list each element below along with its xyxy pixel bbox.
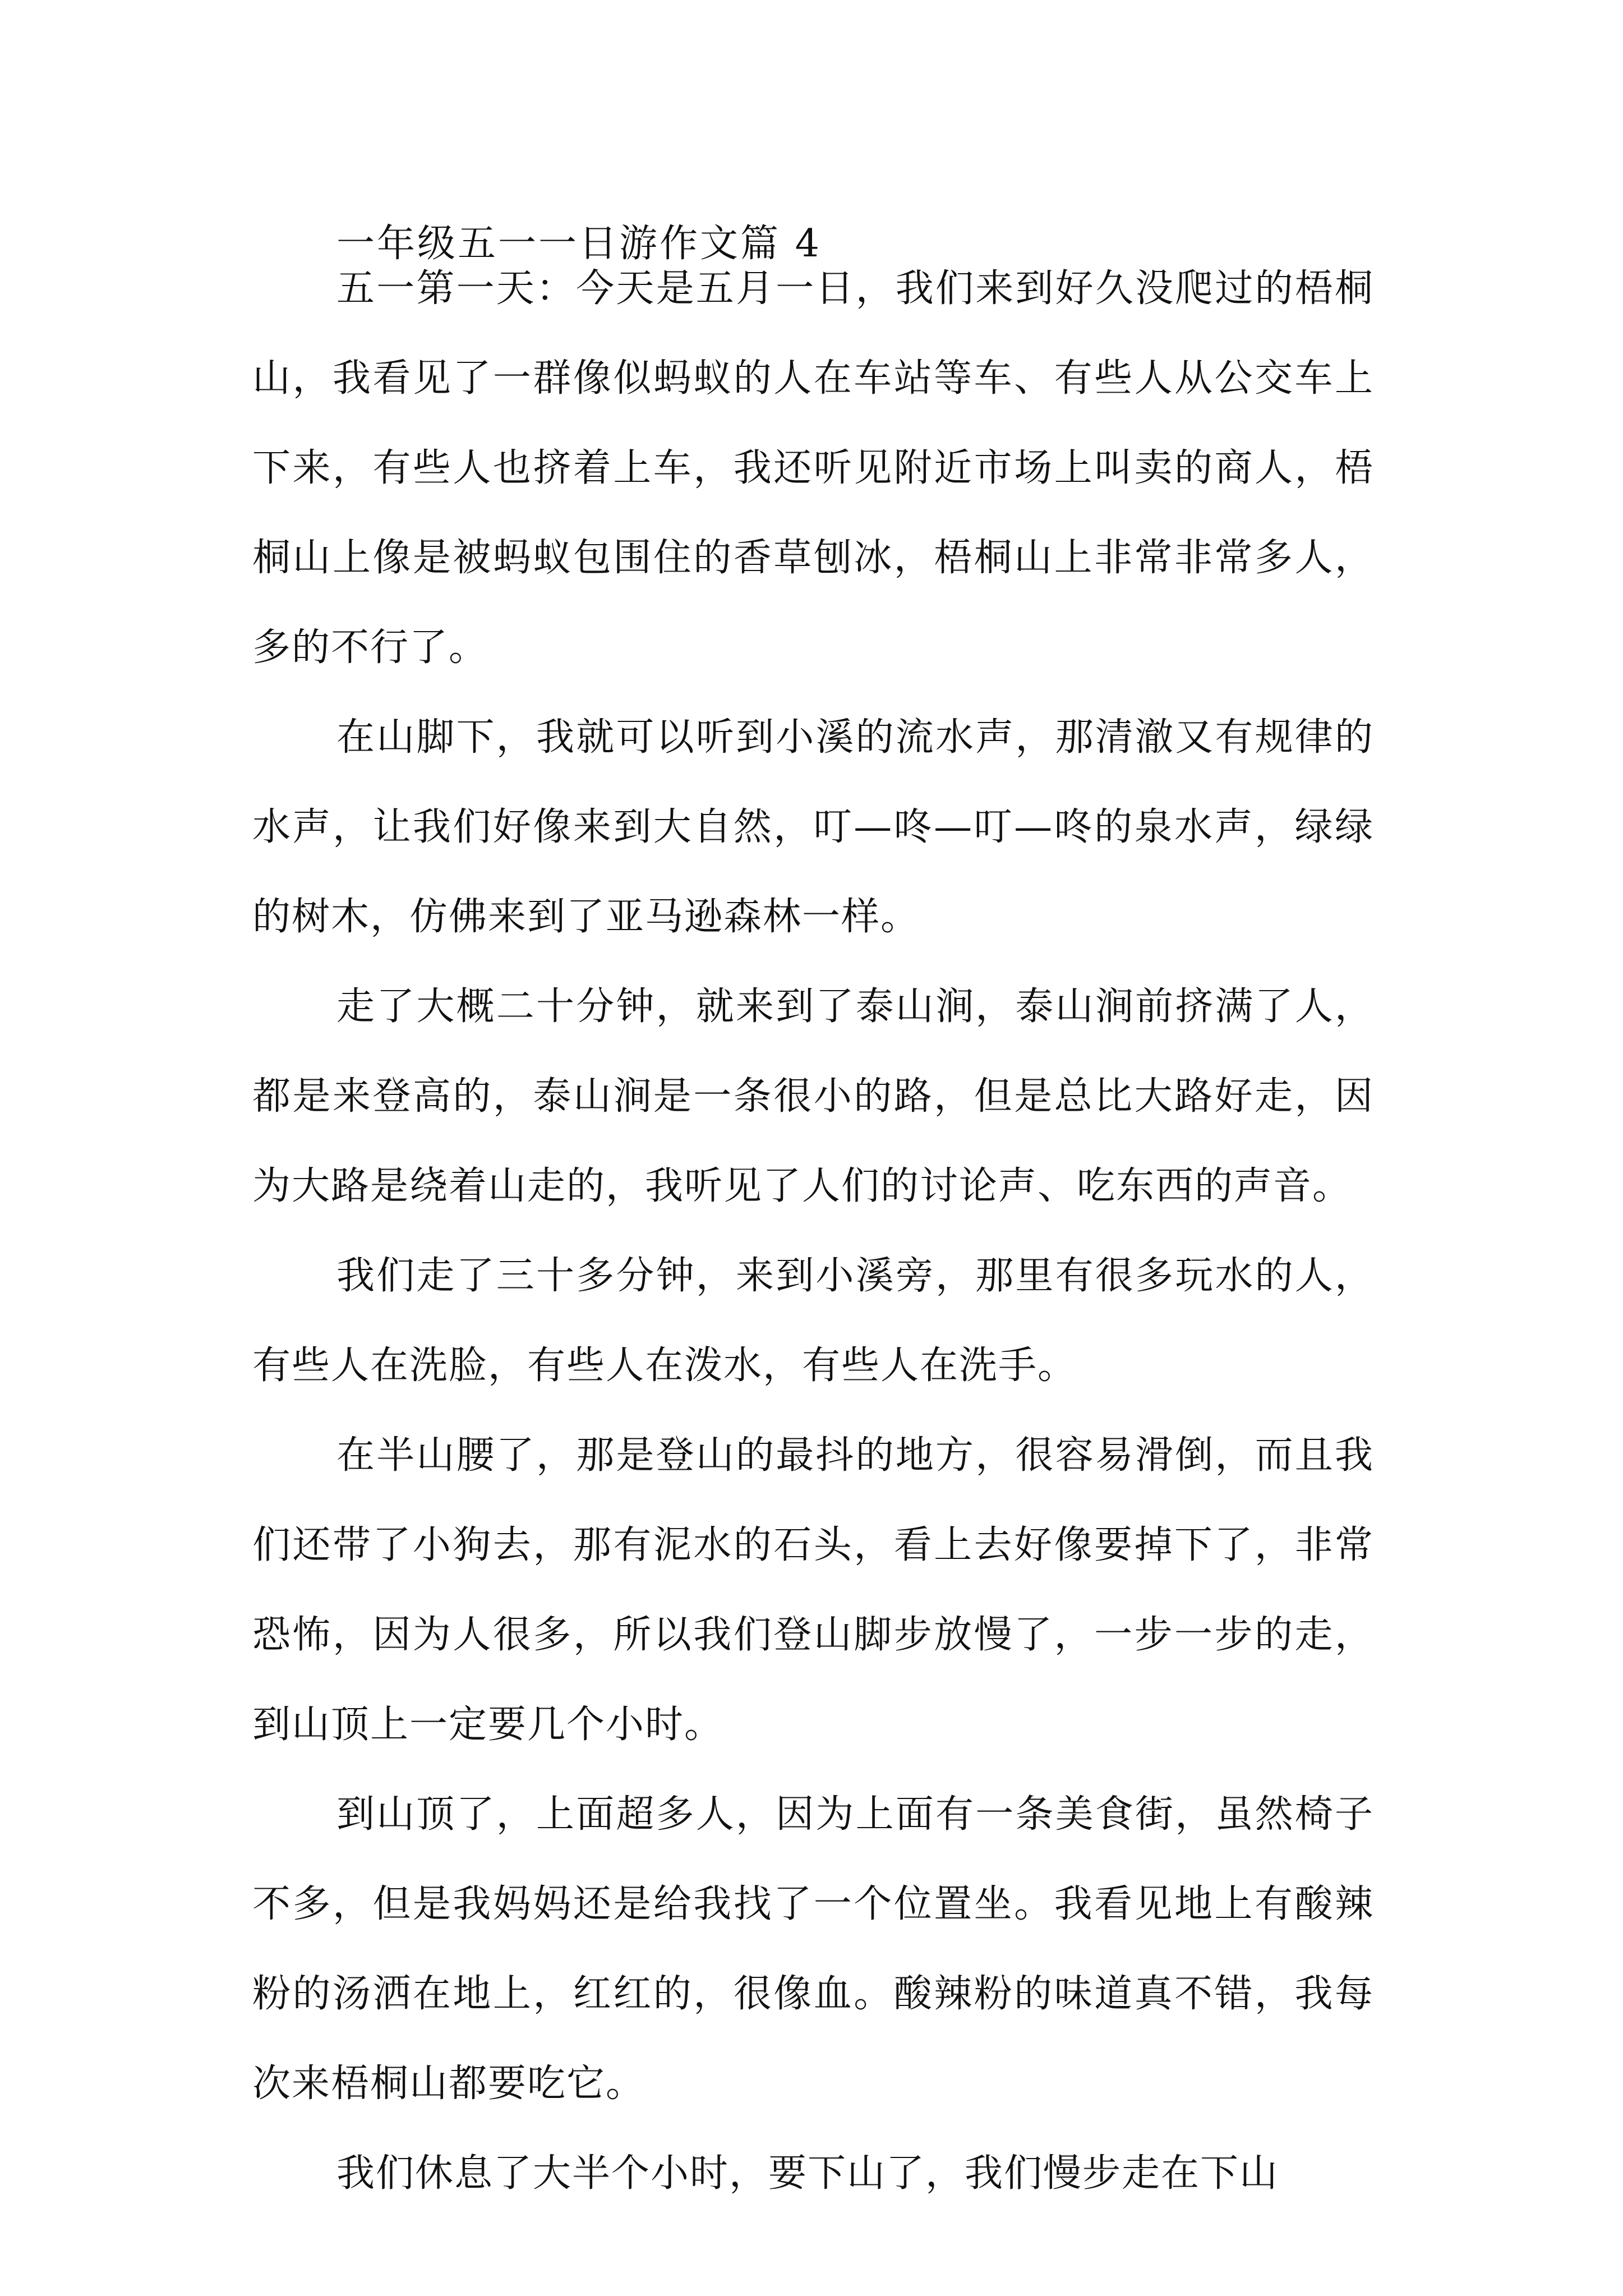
paragraph: 到山顶了，上面超多人，因为上面有一条美食街，虽然椅子不多，但是我妈妈还是给我找了一个位置坐。我看见地上有酸辣粉的汤洒在地上，红红的，很像血。酸辣粉的味道真不错，我每次来梧桐山都要吃它。 [252, 1792, 1374, 2106]
document-page [252, 0, 1374, 2296]
paragraph: 我们休息了大半个小时，要下山了，我们慢步走在下山 [336, 2151, 1279, 2196]
paragraph: 我们走了三十多分钟，来到小溪旁，那里有很多玩水的人，有些人在洗脸，有些人在泼水，有些人在洗手。 [252, 1254, 1374, 1388]
paragraph: 五一第一天：今天是五月一日，我们来到好久没爬过的梧桐山，我看见了一群像似蚂蚁的人在车站等车、有些人从公交车上下来，有些人也挤着上车，我还听见附近市场上叫卖的商人，梧桐山上像是被蚂蚁包围住的香草刨冰，梧桐山上非常非常多人，多的不行了。 [252, 266, 1374, 670]
paragraph: 在半山腰了，那是登山的最抖的地方，很容易滑倒，而且我们还带了小狗去，那有泥水的石头，看上去好像要掉下了，非常恐怖，因为人很多，所以我们登山脚步放慢了，一步一步的走，到山顶上一定要几个小时。 [252, 1433, 1374, 1747]
essay-title: 一年级五一一日游作文篇 4 [336, 222, 822, 266]
paragraph: 在山脚下，我就可以听到小溪的流水声，那清澈又有规律的水声，让我们好像来到大自然，叮—咚—叮—咚的泉水声，绿绿的树木，仿佛来到了亚马逊森林一样。 [252, 715, 1374, 939]
essay-body [252, 244, 1374, 2219]
paragraph: 走了大概二十分钟，就来到了泰山涧，泰山涧前挤满了人，都是来登高的，泰山涧是一条很小的路，但是总比大路好走，因为大路是绕着山走的，我听见了人们的讨论声、吃东西的声音。 [252, 984, 1374, 1208]
